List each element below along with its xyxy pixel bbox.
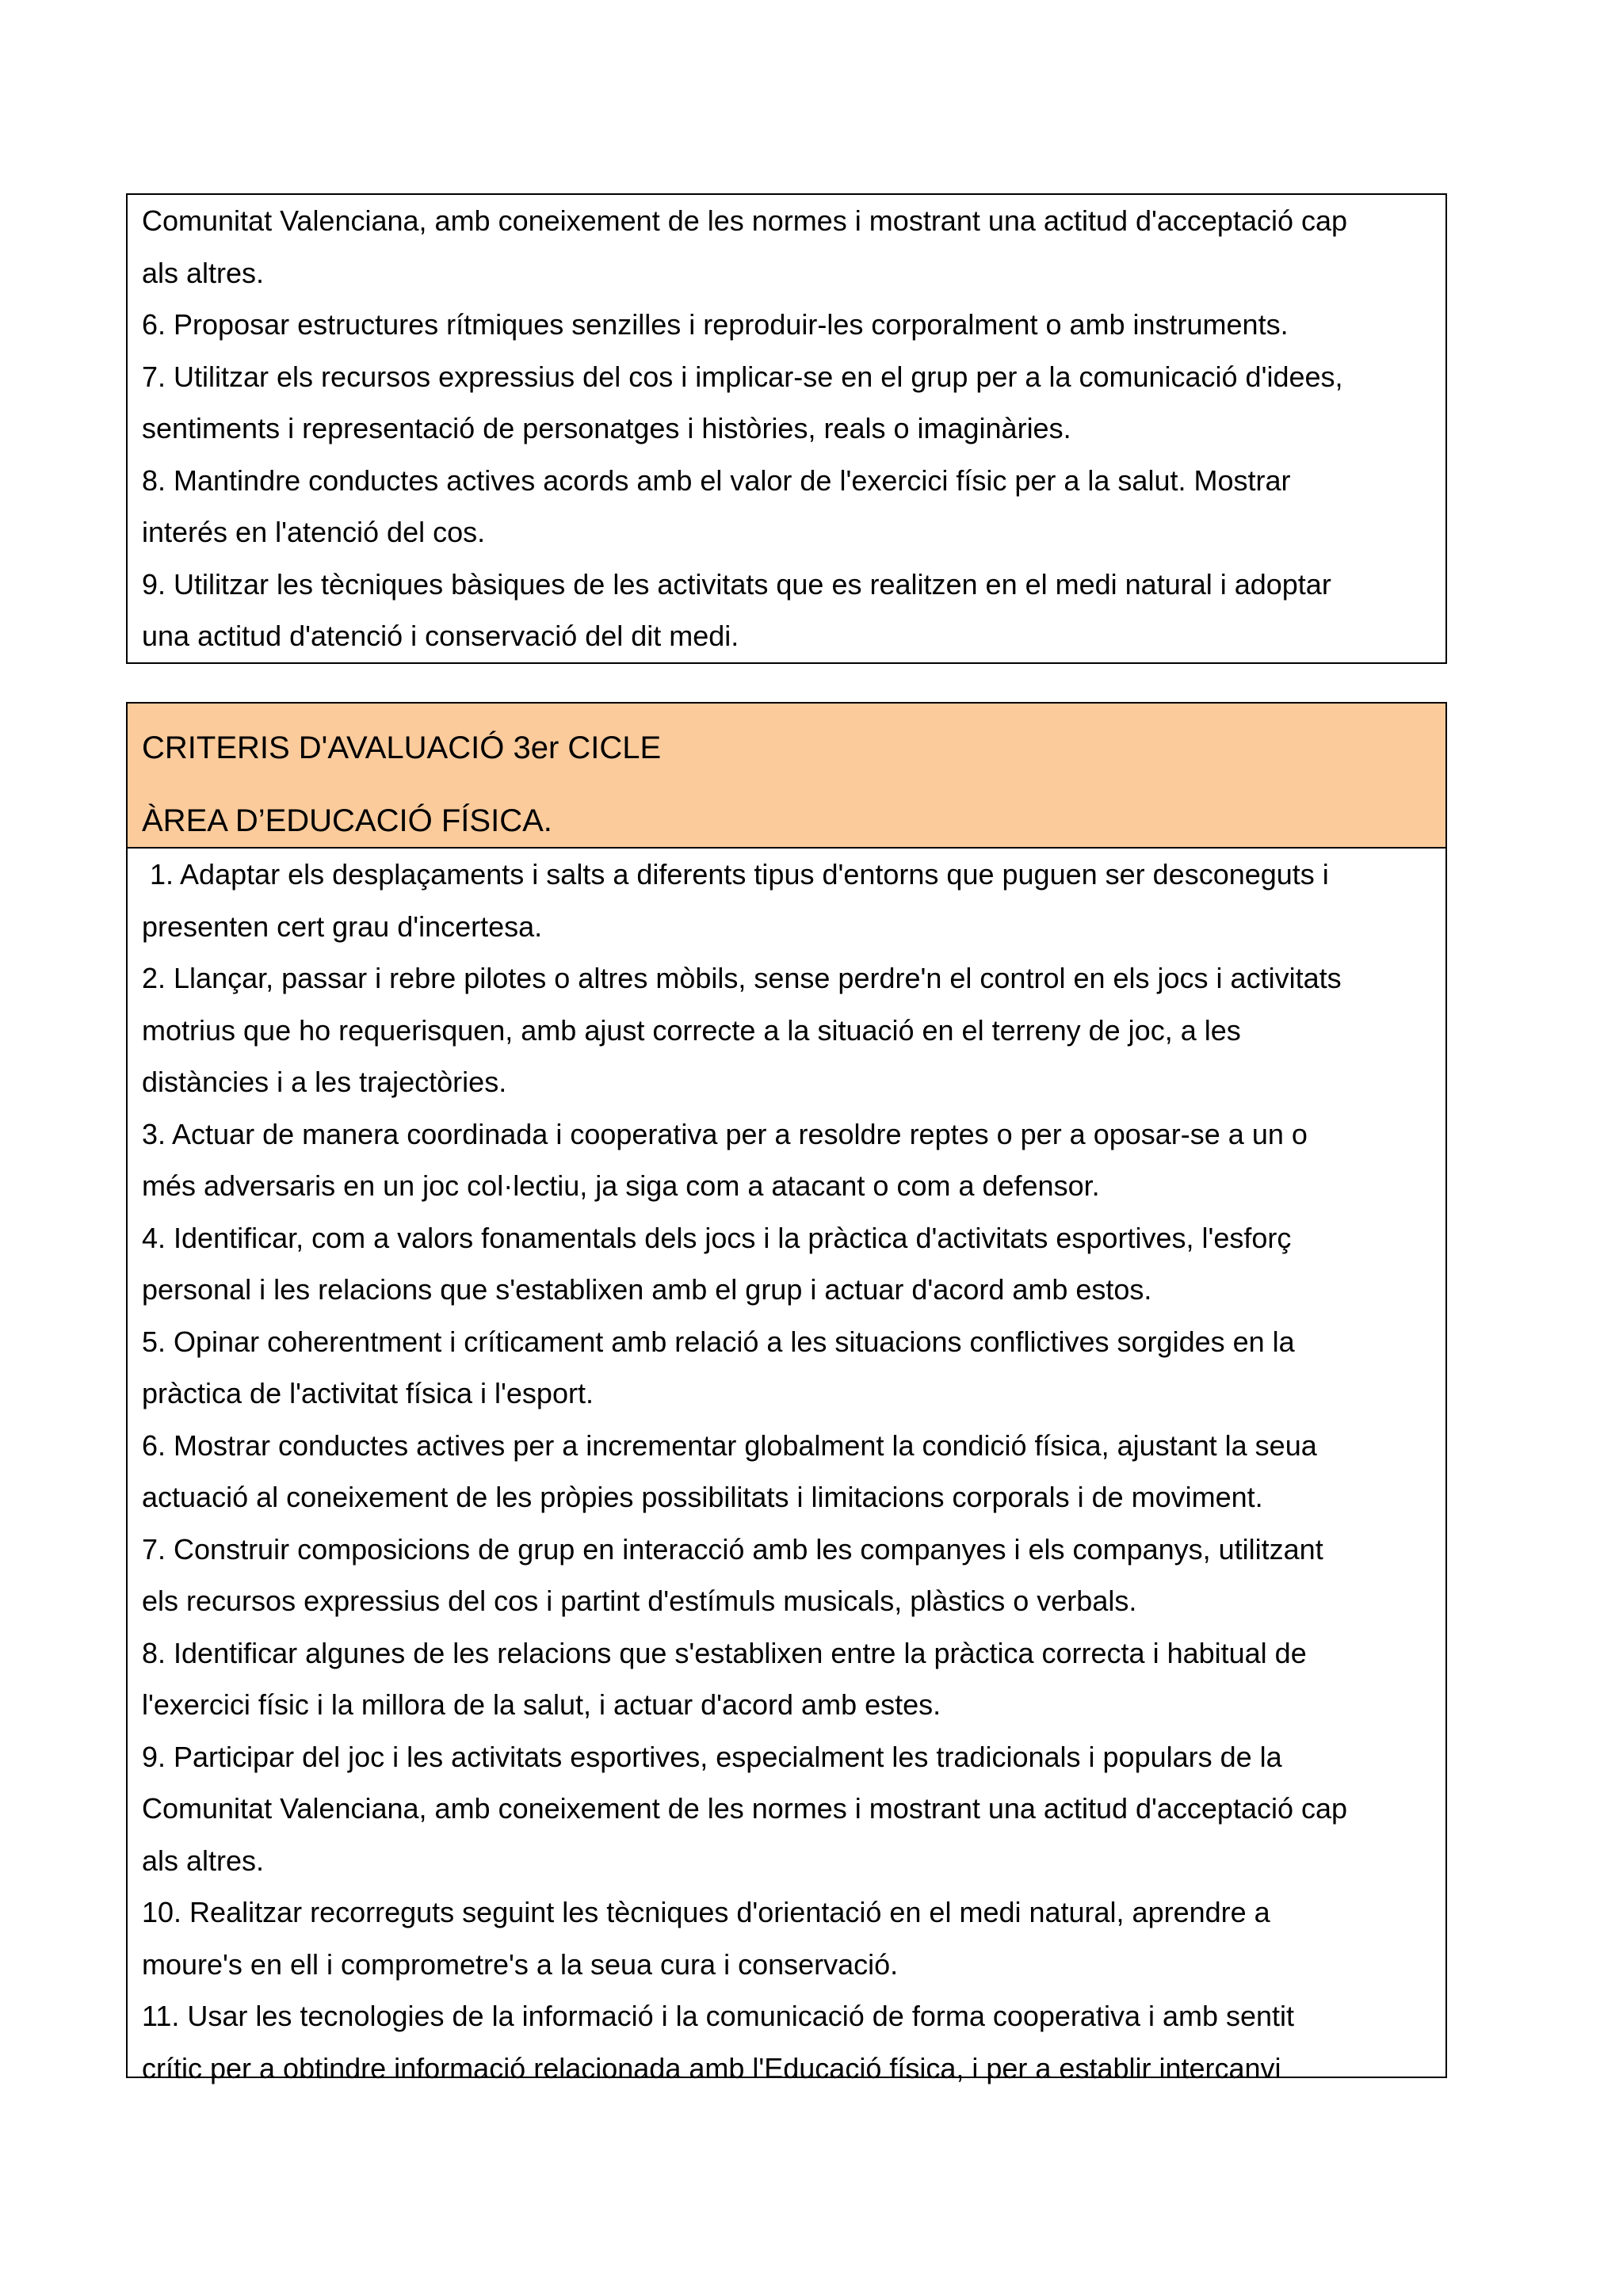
text-line: més adversaris en un joc col·lectiu, ja siga com a atacant o com a defensor.: [142, 1169, 1100, 1202]
criteria-header: [128, 704, 1445, 849]
text-line: Comunitat Valenciana, amb coneixement de les normes i mostrant una actitud d'acceptació cap: [142, 204, 1348, 237]
text-line: 8. Mantindre conductes actives acords amb el valor de l'exercici físic per a la salut. Mostrar: [142, 463, 1291, 497]
text-line: sentiments i representació de personatges i històries, reals o imaginàries.: [142, 412, 1071, 444]
text-line: personal i les relacions que s'establixen amb el grup i actuar d'acord amb estos.: [142, 1273, 1152, 1306]
text-line: 3. Actuar de manera coordinada i cooperativa per a resoldre reptes o per a oposar-se a un o: [142, 1117, 1308, 1150]
text-line: 11. Usar les tecnologies de la informació i la comunicació de forma cooperativa i amb sentit: [142, 2000, 1295, 2032]
text-line: una actitud d'atenció i conservació del dit medi.: [142, 620, 739, 652]
text-line: 2. Llançar, passar i rebre pilotes o altres mòbils, sense perdre'n el control en els jocs i activitats: [142, 962, 1342, 994]
text-line: 5. Opinar coherentment i críticament amb relació a les situacions conflictives sorgides en la: [142, 1325, 1295, 1358]
text-line: moure's en ell i comprometre's a la seua cura i conservació.: [142, 1947, 899, 1981]
text-line: 6. Mostrar conductes actives per a incrementar globalment la condició física, ajustant la seua: [142, 1428, 1317, 1462]
criteria-subtitle: ÀREA D’EDUCACIÓ FÍSICA.: [142, 803, 552, 838]
text-line: pràctica de l'activitat física i l'esport.: [142, 1377, 594, 1409]
text-line: 7. Utilitzar els recursos expressius del cos i implicar-se en el grup per a la comunicació d'idees,: [142, 360, 1343, 393]
text-line: presenten cert grau d'incertesa.: [142, 910, 543, 943]
text-line: l'exercici físic i la millora de la salut, i actuar d'acord amb estes.: [142, 1688, 941, 1721]
text-line: 8. Identificar algunes de les relacions que s'establixen entre la pràctica correcta i habitual de: [142, 1636, 1307, 1669]
criteria-list: [128, 849, 1445, 2094]
text-line: 7. Construir composicions de grup en interacció amb les companyes i els companys, utilitzant: [142, 1532, 1323, 1566]
text-line: 4. Identificar, com a valors fonamentals dels jocs i la pràctica d'activitats esportives, l'esforç: [142, 1221, 1292, 1254]
text-line: 9. Participar del joc i les activitats esportives, especialment les tradicionals i populars de la: [142, 1740, 1282, 1773]
text-line: 9. Utilitzar les tècniques bàsiques de les activitats que es realitzen en el medi natural i adoptar: [142, 567, 1331, 601]
text-line: els recursos expressius del cos i partint d'estímuls musicals, plàstics o verbals.: [142, 1585, 1137, 1617]
text-line: interés en l'atenció del cos.: [142, 516, 486, 548]
text-line: distàncies i a les trajectòries.: [142, 1066, 507, 1098]
criteria-box: [126, 702, 1447, 2084]
text-line: 1. Adaptar els desplaçaments i salts a diferents tipus d'entorns que puguen ser desconeguts i: [142, 858, 1329, 891]
text-line: Comunitat Valenciana, amb coneixement de les normes i mostrant una actitud d'acceptació cap: [142, 1792, 1348, 1825]
text-line: als altres.: [142, 1844, 265, 1877]
criteria-title: CRITERIS D'AVALUACIÓ 3er CICLE: [142, 730, 662, 765]
text-line: actuació al coneixement de les pròpies possibilitats i limitacions corporals i de moviment.: [142, 1481, 1263, 1513]
text-line: 10. Realitzar recorreguts seguint les tècniques d'orientació en el medi natural, aprendre a: [142, 1896, 1270, 1928]
objectives-continuation-box: [126, 193, 1447, 664]
text-line: crític per a obtindre informació relacionada amb l'Educació física, i per a establir intercanvi: [142, 2051, 1281, 2084]
text-line: motrius que ho requerisquen, amb ajust correcte a la situació en el terreny de joc, a les: [142, 1013, 1241, 1047]
text-line: als altres.: [142, 256, 265, 289]
text-line: 6. Proposar estructures rítmiques senzilles i reproduir-les corporalment o amb instruments.: [142, 308, 1289, 341]
